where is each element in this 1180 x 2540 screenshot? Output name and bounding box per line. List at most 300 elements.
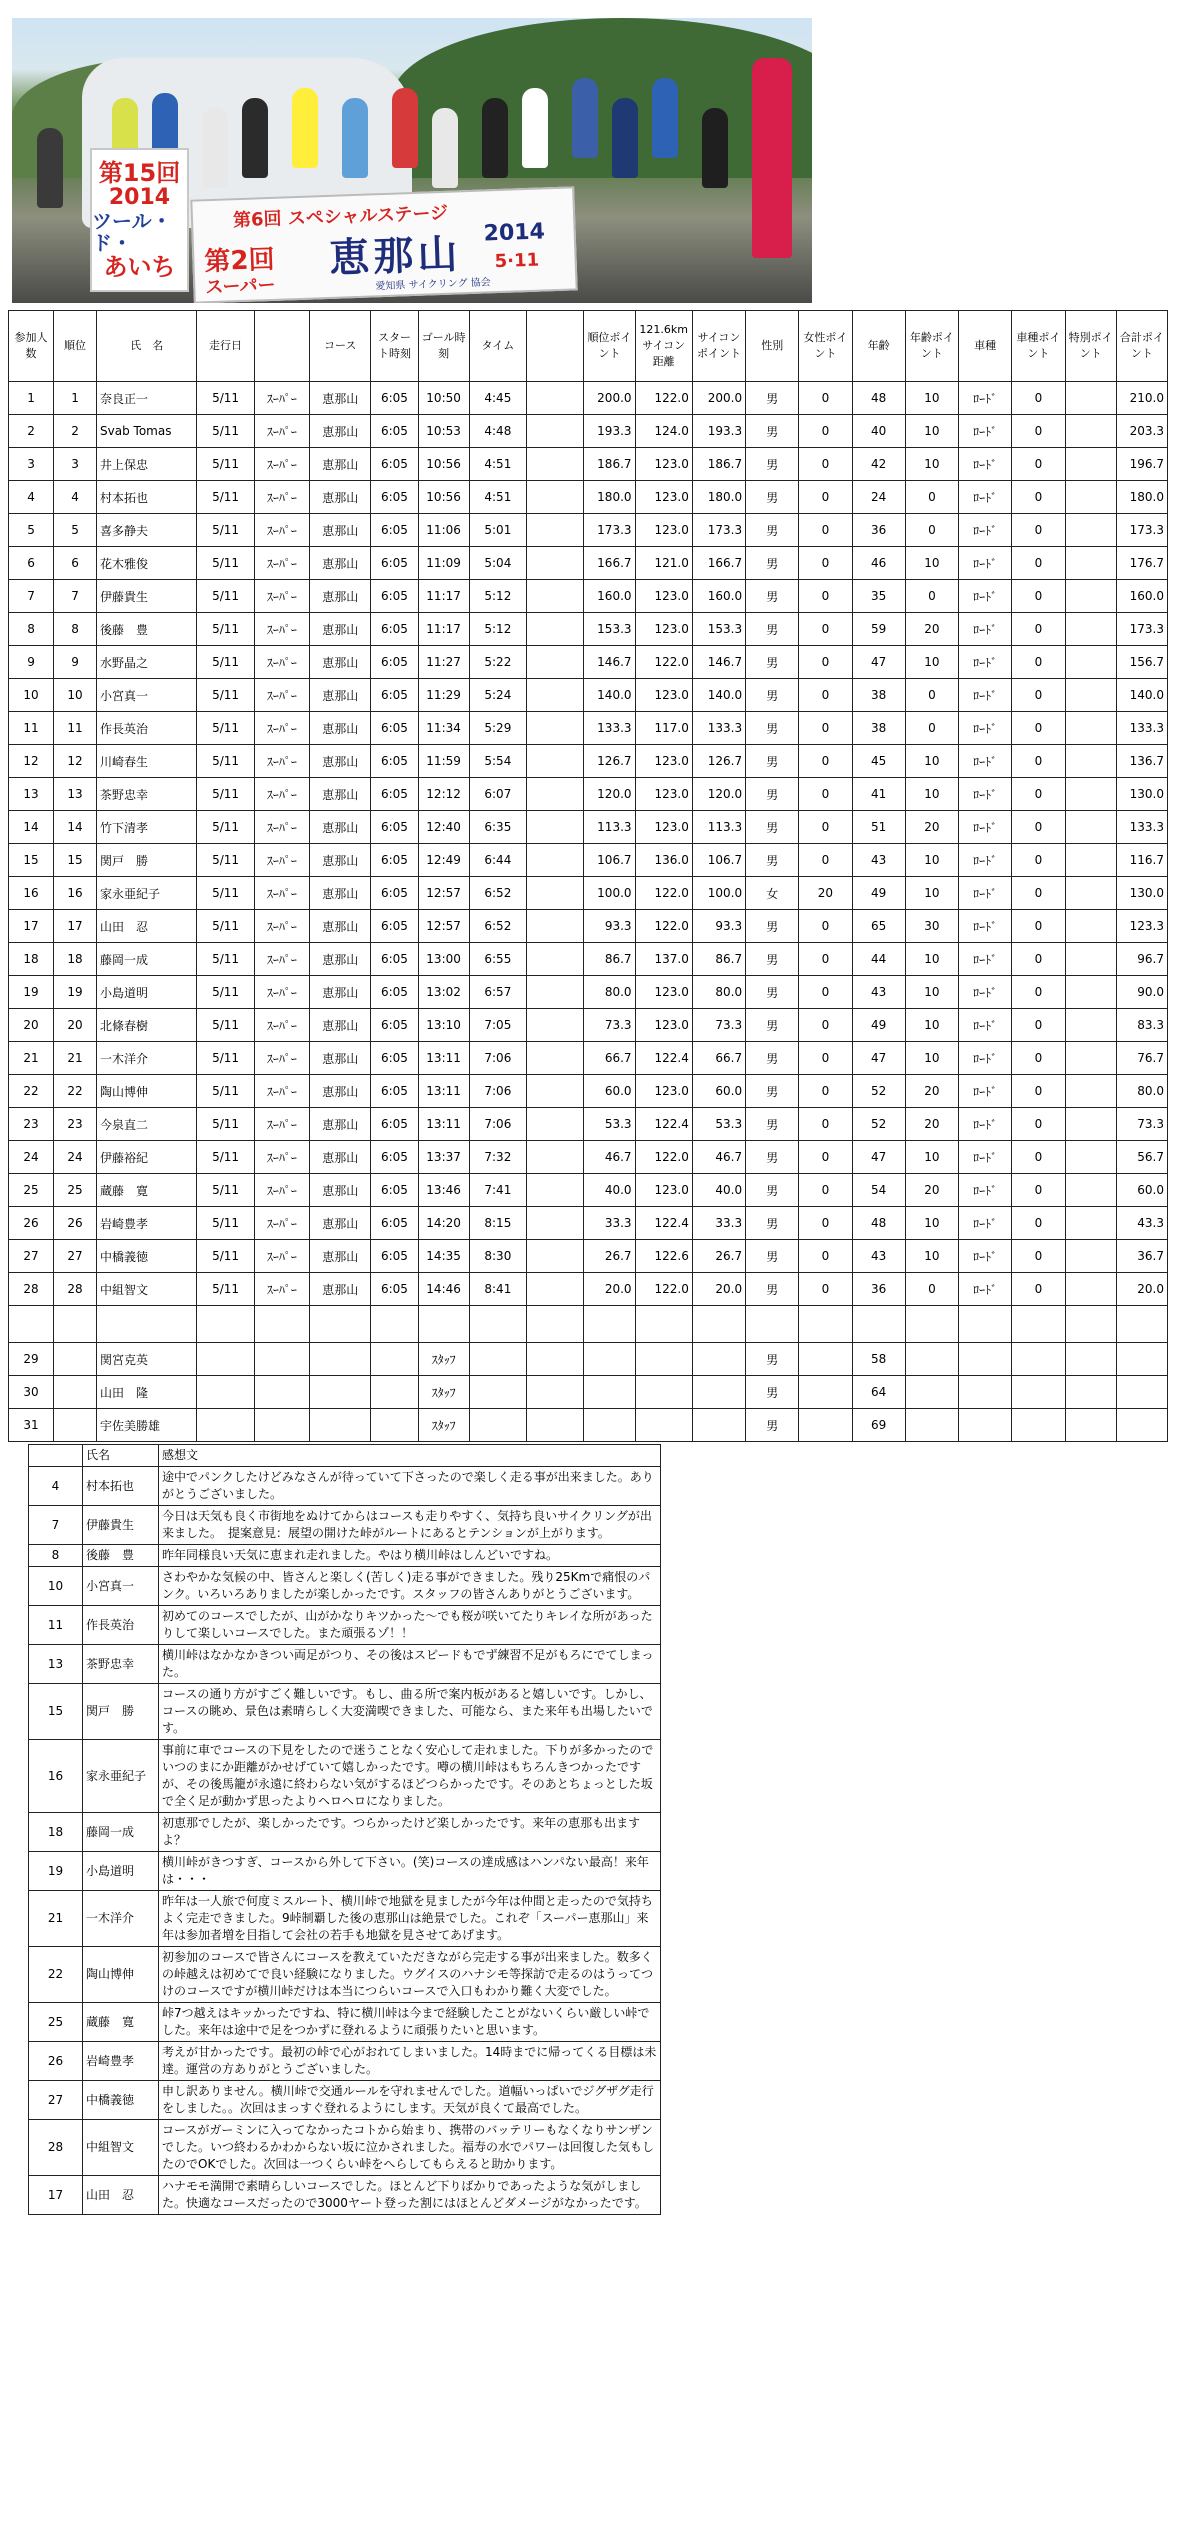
table-cell: 男 [746,1075,799,1108]
table-cell: 6:35 [469,811,526,844]
table-cell: 22 [54,1075,97,1108]
comment-text: 申し訳ありません。横川峠で交通ルールを守れませんでした。道幅いっぱいでジグザグ走行をしました。。次回はまっすぐ登れるようにします。天気が良くて最高でした。 [159,2081,661,2120]
table-cell: 47 [852,1042,905,1075]
table-cell [527,613,584,646]
table-cell: 男 [746,613,799,646]
table-cell [527,481,584,514]
table-row [9,514,1168,547]
table-cell: 93.3 [584,910,635,943]
table-cell [692,1409,745,1442]
comments-header-cell: 氏名 [83,1445,159,1467]
table-cell: 男 [746,1207,799,1240]
results-header-cell: 順位 [54,311,97,382]
table-cell: 0 [1012,844,1065,877]
table-cell [527,1409,584,1442]
table-row [9,547,1168,580]
table-cell [527,1306,584,1343]
table-cell [1116,1343,1167,1376]
table-cell [1116,1306,1167,1343]
table-cell: 4 [9,481,54,514]
table-cell: 蔵藤 寛 [97,1174,197,1207]
table-cell: 48 [852,1207,905,1240]
table-cell: 11:29 [418,679,469,712]
table-cell: 恵那山 [309,1174,370,1207]
table-cell: 6:05 [371,1240,418,1273]
table-cell: 123.0 [635,1174,692,1207]
table-cell: 5:29 [469,712,526,745]
table-cell: 0 [799,910,852,943]
table-row [9,580,1168,613]
table-cell [527,679,584,712]
table-cell: 33.3 [584,1207,635,1240]
comment-row [29,1891,661,1947]
table-cell [1065,1306,1116,1343]
table-cell: 10 [905,448,958,481]
comment-row [29,1545,661,1567]
table-cell: 130.0 [1116,778,1167,811]
table-cell [527,1207,584,1240]
table-cell: ﾛｰﾄﾞ [959,910,1012,943]
table-cell: 11:27 [418,646,469,679]
table-cell [527,976,584,1009]
results-header-cell: 参加人数 [9,311,54,382]
table-cell: 49 [852,1009,905,1042]
table-cell: 123.0 [635,448,692,481]
table-cell: 59 [852,613,905,646]
table-cell: 180.0 [692,481,745,514]
table-row [9,712,1168,745]
table-cell: 20 [9,1009,54,1042]
table-cell [469,1409,526,1442]
table-cell [1065,382,1116,415]
table-cell [527,712,584,745]
table-cell: 0 [799,646,852,679]
table-cell: 123.3 [1116,910,1167,943]
table-cell: 14:46 [418,1273,469,1306]
table-cell: 36.7 [1116,1240,1167,1273]
table-cell: 5/11 [197,613,254,646]
table-cell: 6:05 [371,1141,418,1174]
table-cell [371,1409,418,1442]
comment-text: コースの通り方がすごく難しいです。もし、曲る所で案内板があると嬉しいです。しかし、コースの眺め、景色は素晴らしく大変満喫できました、可能なら、また来年も出場したいです。 [159,1684,661,1740]
table-cell: 13 [9,778,54,811]
table-cell [1065,547,1116,580]
table-cell: 160.0 [1116,580,1167,613]
comment-name: 中橋義徳 [83,2081,159,2120]
table-cell: ｽﾀｯﾌ [418,1409,469,1442]
table-cell: 90.0 [1116,976,1167,1009]
table-cell [799,1343,852,1376]
table-cell: 9 [54,646,97,679]
table-cell: 11:06 [418,514,469,547]
table-cell: 21 [9,1042,54,1075]
comment-text: 初めてのコースでしたが、山がかなりキツかった～でも桜が咲いてたりキレイな所があったりして楽しいコースでした。また頑張るゾ！！ [159,1606,661,1645]
table-cell: 0 [799,613,852,646]
table-cell: 喜多静夫 [97,514,197,547]
table-cell: 25 [9,1174,54,1207]
table-cell: 26 [54,1207,97,1240]
table-cell [371,1343,418,1376]
table-cell [1012,1376,1065,1409]
table-cell: 5:01 [469,514,526,547]
table-cell: 8:30 [469,1240,526,1273]
table-cell: 10 [905,877,958,910]
table-cell [309,1306,370,1343]
table-cell: ｽｰﾊﾟｰ [254,613,309,646]
comments-header-cell: 感想文 [159,1445,661,1467]
table-cell: 123.0 [635,481,692,514]
table-cell: ｽｰﾊﾟｰ [254,580,309,613]
table-cell: 17 [9,910,54,943]
table-cell: 3 [9,448,54,481]
table-cell: 156.7 [1116,646,1167,679]
table-cell: 9 [9,646,54,679]
results-header-cell: 順位ポイント [584,311,635,382]
table-cell: 140.0 [692,679,745,712]
table-row [9,910,1168,943]
table-cell: 恵那山 [309,1273,370,1306]
comment-text: 横川峠はなかなかきつい両足がつり、その後はスピードもでず練習不足がもろにでてしまった。 [159,1645,661,1684]
comment-row [29,2042,661,2081]
banner-super: スーパー [205,274,276,299]
table-cell: 122.0 [635,910,692,943]
table-cell [905,1376,958,1409]
table-cell [1065,1042,1116,1075]
table-cell: 恵那山 [309,1141,370,1174]
table-cell [1065,844,1116,877]
table-cell: 後藤 豊 [97,613,197,646]
table-cell: 家永亜紀子 [97,877,197,910]
table-cell [1065,1240,1116,1273]
table-cell [197,1409,254,1442]
table-cell: 0 [1012,415,1065,448]
group-photo [12,18,812,303]
table-cell: 0 [799,1075,852,1108]
comment-number: 13 [29,1645,83,1684]
table-cell: 村本拓也 [97,481,197,514]
table-cell: 0 [905,679,958,712]
table-cell: 恵那山 [309,448,370,481]
table-cell: 100.0 [584,877,635,910]
comment-text: 考えが甘かったです。最初の峠で心がおれてしまいました。14時までに帰ってくる目標は未達。運営の方ありがとうございました。 [159,2042,661,2081]
table-cell: ﾛｰﾄﾞ [959,712,1012,745]
banner-event-name: 恵那山 [328,231,463,282]
table-cell: 26.7 [584,1240,635,1273]
table-cell: ﾛｰﾄﾞ [959,976,1012,1009]
table-cell: 0 [799,1108,852,1141]
table-cell: ｽｰﾊﾟｰ [254,712,309,745]
results-header-row [9,311,1168,382]
table-cell [1065,1141,1116,1174]
table-cell: 8:41 [469,1273,526,1306]
table-cell: 0 [1012,1240,1065,1273]
table-cell: 恵那山 [309,1240,370,1273]
comments-header-row [29,1445,661,1467]
table-cell: ｽｰﾊﾟｰ [254,811,309,844]
table-cell: 6:05 [371,646,418,679]
table-cell: 146.7 [584,646,635,679]
table-cell: 7 [54,580,97,613]
comment-number: 19 [29,1852,83,1891]
comment-number: 18 [29,1813,83,1852]
comment-number: 27 [29,2081,83,2120]
comment-row [29,1506,661,1545]
table-cell [97,1306,197,1343]
table-cell: ﾛｰﾄﾞ [959,514,1012,547]
table-cell: ﾛｰﾄﾞ [959,745,1012,778]
table-cell: 7:06 [469,1075,526,1108]
results-header-cell: 女性ポイント [799,311,852,382]
table-cell [527,1273,584,1306]
table-cell: 5/11 [197,1240,254,1273]
banner-organizer: 愛知県 サイクリング 協会 [375,277,491,293]
table-cell: 69 [852,1409,905,1442]
table-cell: ﾛｰﾄﾞ [959,1009,1012,1042]
results-header-cell: 合計ポイント [1116,311,1167,382]
table-cell: 20 [905,1108,958,1141]
table-cell [54,1376,97,1409]
table-cell [1116,1376,1167,1409]
table-cell: 13:11 [418,1042,469,1075]
table-cell [197,1376,254,1409]
table-cell: ﾛｰﾄﾞ [959,448,1012,481]
table-cell: 0 [799,976,852,1009]
table-cell: ﾛｰﾄﾞ [959,1240,1012,1273]
table-cell: 146.7 [692,646,745,679]
table-cell: 0 [799,943,852,976]
table-cell: 11:59 [418,745,469,778]
table-cell: ｽｰﾊﾟｰ [254,481,309,514]
table-cell: 5:12 [469,613,526,646]
table-cell: 80.0 [584,976,635,1009]
table-cell: 6:05 [371,943,418,976]
table-cell: 18 [54,943,97,976]
table-cell: 男 [746,514,799,547]
table-cell: 8:15 [469,1207,526,1240]
table-cell: 恵那山 [309,844,370,877]
table-cell: 123.0 [635,1075,692,1108]
table-cell: 男 [746,1174,799,1207]
table-cell: 男 [746,943,799,976]
table-cell: ｽｰﾊﾟｰ [254,1075,309,1108]
table-cell: 173.3 [1116,613,1167,646]
table-cell: 7:06 [469,1108,526,1141]
table-cell: 6:05 [371,1108,418,1141]
table-row [9,481,1168,514]
table-row [9,1075,1168,1108]
table-cell: 28 [9,1273,54,1306]
table-cell [1065,910,1116,943]
table-cell: 40 [852,415,905,448]
table-cell: 小宮真一 [97,679,197,712]
table-cell: ﾛｰﾄﾞ [959,481,1012,514]
table-cell: 0 [1012,481,1065,514]
table-cell: 6:05 [371,613,418,646]
table-cell: 122.0 [635,1273,692,1306]
table-cell: 0 [1012,1042,1065,1075]
table-cell [1065,514,1116,547]
table-cell: 4:51 [469,481,526,514]
table-cell: 5:04 [469,547,526,580]
table-cell: 5/11 [197,679,254,712]
table-cell: 山田 忍 [97,910,197,943]
table-cell: 0 [799,547,852,580]
table-cell: 31 [9,1409,54,1442]
table-cell: 0 [1012,1174,1065,1207]
table-cell [1012,1306,1065,1343]
table-cell [309,1343,370,1376]
table-cell [469,1376,526,1409]
table-cell: 7:05 [469,1009,526,1042]
comment-number: 28 [29,2120,83,2176]
banner-left-line-2: 2014 [108,184,171,210]
table-cell: 17 [54,910,97,943]
table-cell: 123.0 [635,580,692,613]
table-cell [1012,1343,1065,1376]
table-cell: 116.7 [1116,844,1167,877]
table-cell [1065,811,1116,844]
table-cell: ｽｰﾊﾟｰ [254,382,309,415]
table-cell: 26 [9,1207,54,1240]
table-cell: 0 [905,514,958,547]
comment-text: 今日は天気も良く市街地をぬけてからはコースも走りやすく、気持ち良いサイクリングが出来ました。 提案意見：展望の開けた峠がルートにあるとテンションが上がります。 [159,1506,661,1545]
table-cell: 136.0 [635,844,692,877]
table-cell: 男 [746,1141,799,1174]
table-cell: 5/11 [197,844,254,877]
table-cell: 14:20 [418,1207,469,1240]
table-cell: 0 [905,1273,958,1306]
table-cell: 中橋義徳 [97,1240,197,1273]
table-cell: 80.0 [1116,1075,1167,1108]
table-cell: 5/11 [197,712,254,745]
table-cell: ｽｰﾊﾟｰ [254,514,309,547]
table-cell: 22 [9,1075,54,1108]
table-cell: 58 [852,1343,905,1376]
table-cell: 男 [746,745,799,778]
table-cell: 0 [799,778,852,811]
table-cell: 210.0 [1116,382,1167,415]
table-cell [692,1343,745,1376]
table-cell: 6:05 [371,844,418,877]
results-header-cell: 年齢 [852,311,905,382]
table-cell: 0 [1012,1273,1065,1306]
table-cell: 中組智文 [97,1273,197,1306]
table-cell: 伊藤裕紀 [97,1141,197,1174]
table-cell: 1 [9,382,54,415]
table-cell: 10 [905,1141,958,1174]
table-cell: 奈良正一 [97,382,197,415]
table-row [9,613,1168,646]
table-cell: ﾛｰﾄﾞ [959,877,1012,910]
results-header-cell: 車種ポイント [1012,311,1065,382]
comment-text: 事前に車でコースの下見をしたので迷うことなく安心して走れました。下りが多かったのでいつのまにか距離がかせげていて嬉しかったです。噂の横川峠はもちろんきつかったですが、その後馬籠が永遠に終わらない気がするほどつらかったです。そのあとちょっとした坂で全く足が動かず思ったよりヘロヘロになりました。 [159,1740,661,1813]
table-cell: ﾛｰﾄﾞ [959,811,1012,844]
table-cell: 47 [852,1141,905,1174]
results-header-cell: 走行日 [197,311,254,382]
comment-row [29,1684,661,1740]
table-cell: 5:12 [469,580,526,613]
comment-row [29,1947,661,2003]
table-cell [54,1306,97,1343]
table-row [9,415,1168,448]
table-cell [1065,1409,1116,1442]
comment-name: 山田 忍 [83,2176,159,2215]
table-cell: ｽｰﾊﾟｰ [254,943,309,976]
table-cell: 20 [799,877,852,910]
comment-text: 途中でパンクしたけどみなさんが待っていて下さったので楽しく走る事が出来ました。ありがとうございました。 [159,1467,661,1506]
table-cell: 10 [9,679,54,712]
table-cell: 6:44 [469,844,526,877]
table-cell [1065,1009,1116,1042]
table-cell [1012,1409,1065,1442]
comment-text: 昨年は一人旅で何度ミスルート、横川峠で地獄を見ましたが今年は仲間と走ったので気持ちよく完走できました。9峠制覇した後の恵那山は絶景でした。これぞ「スーパー恵那山」来年は参加者増を目指して会社の若手も地獄を見させてあげます。 [159,1891,661,1947]
comment-text: 初参加のコースで皆さんにコースを教えていただきながら完走する事が出来ました。数多くの峠越えは初めてで良い経験になりました。ウグイスのハナシモ等探訪で走るのはうってつけのコースですが横川峠だけは本当につらいコースで入口もわかり難く大変でした。 [159,1947,661,2003]
table-cell: 133.3 [1116,811,1167,844]
table-cell: ﾛｰﾄﾞ [959,1042,1012,1075]
table-cell: 5/11 [197,910,254,943]
table-cell [905,1409,958,1442]
table-cell: 11:34 [418,712,469,745]
table-cell: 36 [852,1273,905,1306]
table-cell [527,1075,584,1108]
table-cell: 126.7 [692,745,745,778]
table-cell [584,1343,635,1376]
table-cell: 0 [799,448,852,481]
table-cell: 26.7 [692,1240,745,1273]
table-cell: 0 [1012,778,1065,811]
table-cell: 122.0 [635,877,692,910]
table-cell: ｽｰﾊﾟｰ [254,745,309,778]
table-cell: 6:05 [371,745,418,778]
table-cell: 男 [746,1009,799,1042]
comment-row [29,1467,661,1506]
table-cell [309,1376,370,1409]
table-cell: 井上保忠 [97,448,197,481]
table-cell: ﾛｰﾄﾞ [959,1075,1012,1108]
results-header-cell: 年齢ポイント [905,311,958,382]
comment-name: 伊藤貴生 [83,1506,159,1545]
tour-de-aichi-banner [90,148,189,292]
table-cell: 122.4 [635,1207,692,1240]
table-cell [1065,1174,1116,1207]
table-cell [527,745,584,778]
table-cell: 30 [9,1376,54,1409]
table-cell: 200.0 [692,382,745,415]
table-cell: 11:17 [418,580,469,613]
comment-number: 16 [29,1740,83,1813]
table-cell: 0 [799,481,852,514]
table-cell: 60.0 [584,1075,635,1108]
table-cell [959,1343,1012,1376]
table-cell [692,1306,745,1343]
super-enasan-banner [190,186,577,303]
table-row [9,1306,1168,1343]
results-table [8,310,1168,1442]
table-cell: ﾛｰﾄﾞ [959,1207,1012,1240]
comment-text: コースがガーミンに入ってなかったコトから始まり、携帯のバッテリーもなくなりサンザンでした。いつ終わるかわからない坂に泣かされました。福寿の水でパワーは回復した気もしたのでOKでした。次回は一つくらい峠をへらしてもらえると助かります。 [159,2120,661,2176]
table-cell: 恵那山 [309,646,370,679]
table-cell: 藤岡一成 [97,943,197,976]
table-cell [1065,580,1116,613]
comment-name: 後藤 豊 [83,1545,159,1567]
table-cell: 5/11 [197,448,254,481]
table-cell: 41 [852,778,905,811]
comment-number: 25 [29,2003,83,2042]
table-row [9,448,1168,481]
comment-text: 横川峠がきつすぎ、コースから外して下さい。(笑)コースの達成感はハンパない最高！来年は・・・ [159,1852,661,1891]
table-cell: 28 [54,1273,97,1306]
table-cell: ｽｰﾊﾟｰ [254,1009,309,1042]
